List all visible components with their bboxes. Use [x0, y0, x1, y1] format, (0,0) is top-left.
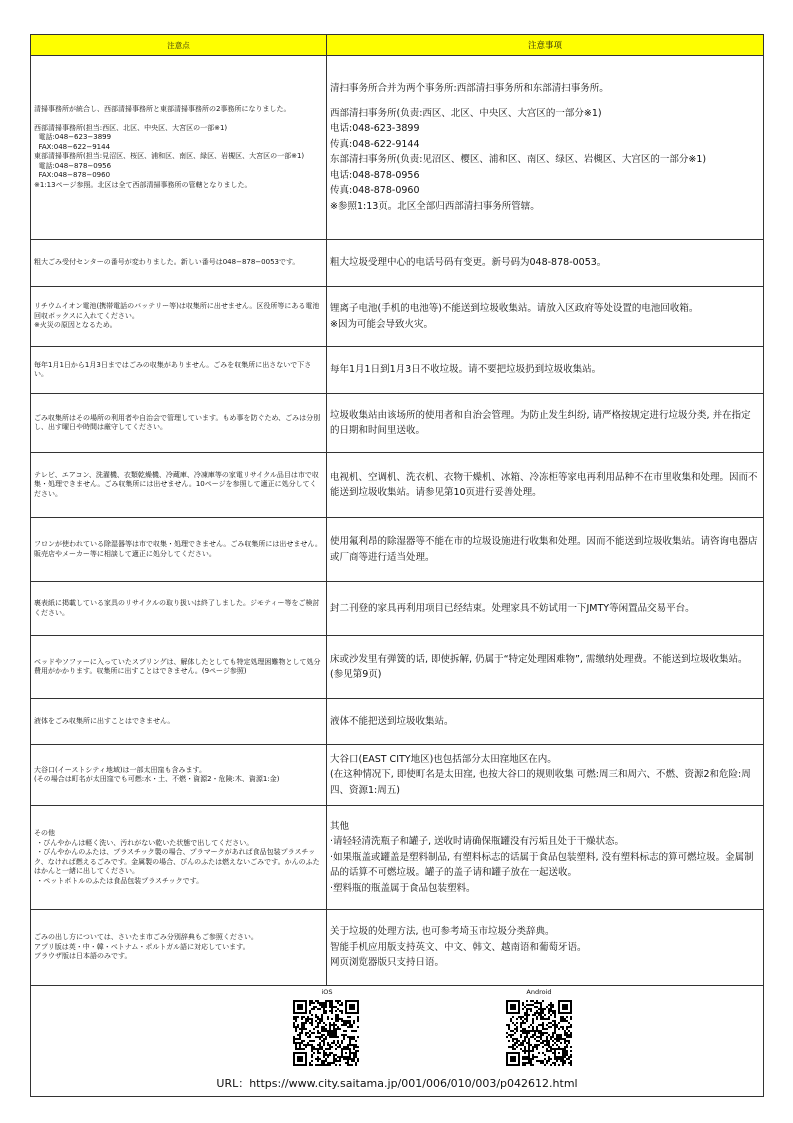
qr-cell [31, 986, 764, 1097]
note-zh: 液体不能把送到垃圾收集站。 [327, 699, 764, 745]
table-row [31, 636, 764, 699]
header-notes-zh: 注意事项 [327, 35, 764, 56]
note-ja: ベッドやソファーに入っていたスプリングは、解体したとしても特定処理困難物として処分費用がかかります。収集所に出すことはできません。(9ページ参照) [31, 636, 327, 699]
dictionary-url[interactable]: URL：https://www.city.saitama.jp/001/006/010/003/p042612.html [216, 1077, 578, 1090]
note-zh: 垃圾收集站由该场所的使用者和自治会管理。为防止发生纠纷, 请严格按规定进行垃圾分类, 并在指定的日期和时间里送收。 [327, 394, 764, 453]
note-zh: 其他 ·请轻轻清洗瓶子和罐子, 送收时请确保瓶罐没有污垢且处于干燥状态。 ·如果瓶盖或罐盖是塑料制品, 有塑料标志的话属于食品包装塑料, 没有塑料标志的算可燃垃圾。金属制品的话算不可燃垃圾。罐子的盖子请和罐子放在一起送收。 ·塑料瓶的瓶盖属于食品包装塑料。 [327, 806, 764, 910]
qr-row [31, 986, 764, 1097]
note-zh-text: 西部清扫事务所(负责:西区、北区、中央区、大宫区的一部分※1) 电话:048-623-3899 传真:048-622-9144 东部清扫事务所(负责:见沼区、樱区、浦和区、南区、绿区、岩槻区、大宫区的一部分※1) 电话:048-878-0956 传真:048-878-0960 ※参照1:13页。北区全部归西部清扫事务所管辖。 [330, 107, 707, 212]
note-ja: 裏表紙に掲載している家具のリサイクルの取り扱いは終了しました。ジモティー等をご検討ください。 [31, 582, 327, 636]
table-row [31, 582, 764, 636]
note-zh [327, 56, 764, 240]
notes-table [30, 34, 764, 1097]
note-zh: 锂离子电池(手机的电池等)不能送到垃圾收集站。请放入区政府等处设置的电池回收箱。 ※因为可能会导致火灾。 [327, 287, 764, 347]
ios-label: iOS [321, 988, 333, 996]
table-row [31, 518, 764, 582]
note-zh: 电视机、空调机、洗衣机、衣物干燥机、冰箱、冷冻柜等家电再利用品种不在市里收集和处理。因而不能送到垃圾收集站。请参见第10页进行妥善处理。 [327, 453, 764, 518]
table-row [31, 56, 764, 240]
table-row [31, 806, 764, 910]
note-ja: 液体をごみ収集所に出すことはできません。 [31, 699, 327, 745]
ios-qr-code-icon[interactable] [293, 1000, 359, 1066]
note-ja [31, 56, 327, 240]
table-row [31, 453, 764, 518]
note-ja: 毎年1月1日から1月3日まではごみの収集がありません。ごみを収集所に出さないで下さい。 [31, 347, 327, 394]
table-row [31, 347, 764, 394]
table-row [31, 394, 764, 453]
table-row [31, 699, 764, 745]
note-ja: 大谷口(イーストシティ地域)は一部太田窪も含みます。 (その場合は町名が太田窪でも可燃:水・土、不燃・資源2・危険:木、資源1:金) [31, 745, 327, 806]
note-zh: 大谷口(EAST CITY地区)也包括部分太田窪地区在内。 (在这种情况下, 即使町名是太田窪, 也按大谷口的规则收集 可燃:周三和周六、不燃、资源2和危险:周四、资源1:周五) [327, 745, 764, 806]
note-ja: ごみの出し方については、さいたま市ごみ分別辞典もご参照ください。 アプリ版は英・中・韓・ベトナム・ポルトガル語に対応しています。 ブラウザ版は日本語のみです。 [31, 910, 327, 986]
note-ja-text: 西部清掃事務所(担当:西区、北区、中央区、大宮区の一部※1) 電話:048−623−3899 FAX:048−622−9144 東部清掃事務所(担当:見沼区、桜区、浦和区、南区、緑区、岩槻区、大宮区の一部※1) 電話:048−878−0956 FAX:048−878−0960 ※1:13ページ参照。北区は全て西部清掃事務所の管轄となりました。 [34, 123, 305, 189]
table-row [31, 240, 764, 287]
note-ja: 粗大ごみ受付センターの番号が変わりました。新しい番号は048−878−0053です。 [31, 240, 327, 287]
table-row [31, 745, 764, 806]
android-label: Android [526, 988, 552, 996]
note-zh: 粗大垃圾受理中心的电话号码有变更。新号码为048-878-0053。 [327, 240, 764, 287]
android-qr-code-icon[interactable] [506, 1000, 572, 1066]
table-row [31, 910, 764, 986]
note-zh: 封二刊登的家具再利用项目已经结束。处理家具不妨试用一下JMTY等闲置品交易平台。 [327, 582, 764, 636]
note-ja: その他 ・びんやかんは軽く洗い、汚れがない乾いた状態で出してください。 ・びんやかんのふたは、プラスチック製の場合、プラマークがあれば食品包装プラスチック、なければ燃えるごみです。金属製の場合、びんのふたは燃えないごみです。かんのふたはかんと一緒に出してください。 ・ペットボトルのふたは食品包装プラスチックです。 [31, 806, 327, 910]
header-notes-ja: 注意点 [31, 35, 327, 56]
note-zh: 关于垃圾的处理方法, 也可参考埼玉市垃圾分类辞典。 智能手机应用版支持英文、中文、韩文、越南语和葡萄牙语。 网页浏览器版只支持日语。 [327, 910, 764, 986]
note-zh: 每年1月1日到1月3日不收垃圾。请不要把垃圾扔到垃圾收集站。 [327, 347, 764, 394]
note-ja: リチウムイオン電池(携帯電話のバッテリー等)は収集所に出せません。区役所等にある電池回収ボックスに入れてください。 ※火災の原因となるため。 [31, 287, 327, 347]
note-ja: ごみ収集所はその場所の利用者や自治会で管理しています。もめ事を防ぐため、ごみは分別し、出す曜日や時間は厳守してください。 [31, 394, 327, 453]
table-row [31, 287, 764, 347]
note-ja: フロンが使われている除湿器等は市で収集・処理できません。ごみ収集所には出せません。販売店やメーカー等に相談して適正に処分してください。 [31, 518, 327, 582]
note-zh: 使用氟利昂的除湿器等不能在市的垃圾设施进行收集和处理。因而不能送到垃圾收集站。请咨询电器店或厂商等进行适当处理。 [327, 518, 764, 582]
note-zh: 床或沙发里有弹簧的话, 即使拆解, 仍属于“特定处理困难物”, 需缴纳处理费。不能送到垃圾收集站。(参见第9页) [327, 636, 764, 699]
note-ja: テレビ、エアコン、洗濯機、衣類乾燥機、冷蔵庫、冷凍庫等の家電リサイクル品目は市で収集・処理できません。ごみ収集所には出せません。10ページを参照して適正に処分してください。 [31, 453, 327, 518]
note-ja-text: 清掃事務所が統合し、西部清掃事務所と東部清掃事務所の2事務所になりました。 [34, 105, 291, 113]
table-header-row [31, 35, 764, 56]
note-zh-text: 清扫事务所合并为两个事务所:西部清扫事务所和东部清扫事务所。 [330, 83, 609, 94]
sheet [30, 34, 763, 1097]
